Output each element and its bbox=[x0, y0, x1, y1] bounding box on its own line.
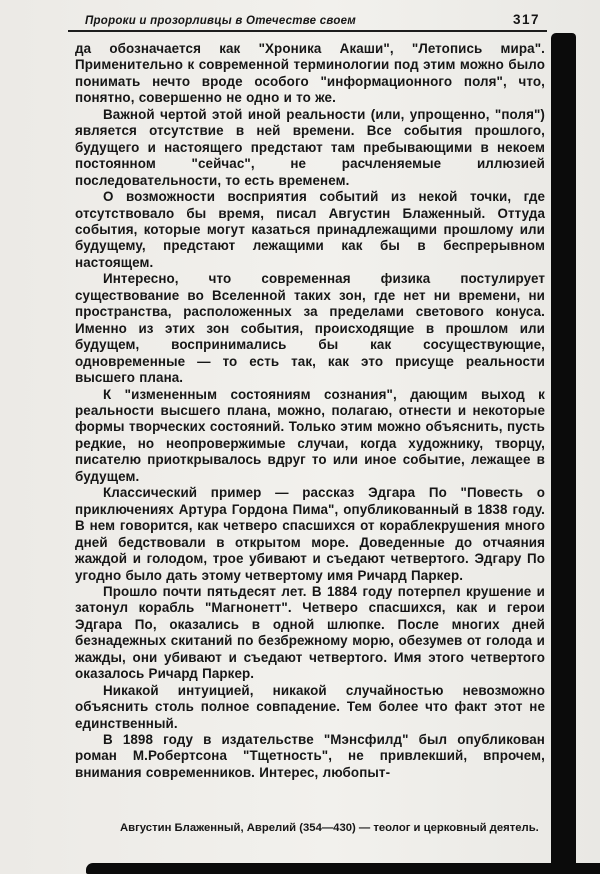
paragraph: В 1898 году в издательстве "Мэнсфилд" был опубликован роман М.Робертсона "Тщетность", не привлекший, впрочем, внимания современников. Интерес, любопыт- bbox=[75, 732, 545, 780]
running-title: Пророки и прозорливцы в Отечестве своем bbox=[85, 15, 357, 27]
scan-artifact-bottom-bar bbox=[86, 863, 600, 874]
paragraph: Классический пример — рассказ Эдгара По "Повесть о приключениях Артура Гордона Пима", опубликованный в 1838 году. В нем говорится, как четверо спасшихся от кораблекрушения много дней бедствовали в открытом море. Доведенные до отчаяния жаждой и голодом, трое убивают и съедают четвертого. Эдгару По угодно было дать этому четвертому имя Ричард Паркер. bbox=[75, 485, 545, 583]
page-number: 317 bbox=[512, 12, 540, 27]
page-header bbox=[75, 12, 548, 27]
paragraph: Прошло почти пятьдесят лет. В 1884 году потерпел крушение и затонул корабль "Магнонетт". Четверо спасшихся, как и герои Эдгара По, оказались в одной шлюпке. После многих дней безнадежных скитаний по безбрежному морю, обезумев от голода и жажды, они убивают и съедают четвертого. Имя этого четвертого оказалось Ричард Паркер. bbox=[75, 583, 545, 682]
footnote: Августин Блаженный, Аврелий (354—430) — теолог и церковный деятель. bbox=[120, 822, 539, 834]
paragraph: Интересно, что современная физика постулирует существование во Вселенной таких зон, где нет ни времени, ни пространства, расположенных за пределами светового конуса. Именно из этих зон события, происходящие в прошлом или будущем, воспринимались бы как сосуществующие, одновременные — то есть так, как это присуще реальности высшего плана. bbox=[75, 271, 545, 386]
body-text-container bbox=[75, 41, 545, 781]
paragraph: К "измененным состояниям сознания", дающим выход к реальности высшего плана, можно, полагаю, отнести и некоторые формы творческих состояний. Только этим можно объяснить, пусть редкие, но неопровержимые случаи, когда художнику, творцу, писателю приоткрывалось вдруг то или иное событие, лежащее в будущем. bbox=[75, 386, 545, 484]
scan-artifact-right-bar bbox=[551, 33, 576, 874]
paragraph: Никакой интуицией, никакой случайностью невозможно объяснить столь полное совпадение. Тем более что факт этот не единственный. bbox=[75, 682, 545, 731]
paragraph: да обозначается как "Хроника Акаши", "Летопись мира". Применительно к современной терминологии под этим можно было понимать нечто вроде особого "информационного поля", что, понятно, совершенно не одно и то же. bbox=[75, 41, 545, 106]
paragraph: Важной чертой этой иной реальности (или, упрощенно, "поля") является отсутствие в ней времени. Все события прошлого, будущего и настоящего предстают там пребывающими в некоем постоянном "сейчас", не расчленяемые иллюзией последовательности, то есть временем. bbox=[75, 106, 545, 188]
paragraph: О возможности восприятия событий из некой точки, где отсутствовало бы время, писал Августин Блаженный. Оттуда события, которые могут казаться принадлежащими прошлому или будущему, предстают лежащими как бы в беспрерывном настоящем. bbox=[75, 189, 545, 270]
header-rule bbox=[68, 30, 547, 32]
